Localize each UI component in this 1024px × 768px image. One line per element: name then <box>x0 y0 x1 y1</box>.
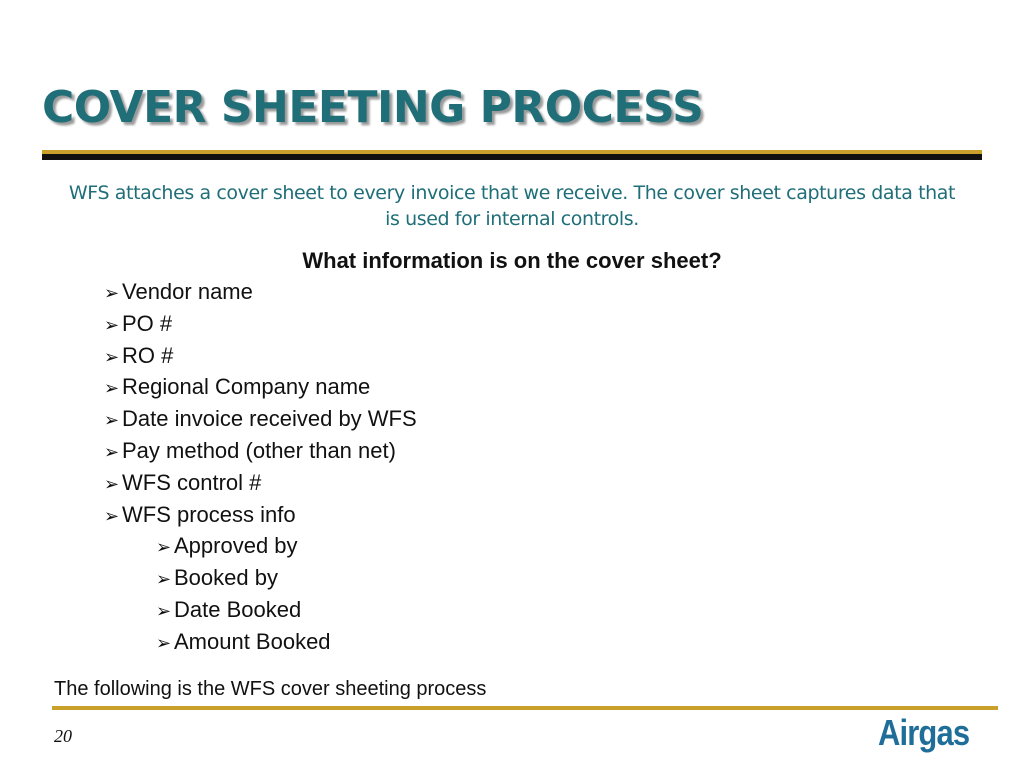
list-item: ➢ Date invoice received by WFS <box>104 404 417 436</box>
intro-text: WFS attaches a cover sheet to every invoice that we receive. The cover sheet captures data that is used for internal controls. <box>68 182 956 230</box>
title-divider <box>42 150 982 160</box>
list-item: ➢ WFS control # <box>104 468 417 500</box>
arrow-bullet-icon: ➢ <box>104 346 120 367</box>
sub-list-item: ➢ Amount Booked <box>104 627 417 659</box>
title-divider-black <box>42 154 982 160</box>
list-item: ➢ Vendor name <box>104 277 417 309</box>
page-number: 20 <box>54 726 72 746</box>
question-heading: What information is on the cover sheet? <box>302 248 722 273</box>
sub-list-item: ➢ Booked by <box>104 563 417 595</box>
arrow-bullet-icon: ➢ <box>156 569 172 590</box>
arrow-bullet-icon: ➢ <box>104 441 120 462</box>
arrow-bullet-icon: ➢ <box>104 410 120 431</box>
airgas-logo: Airgas <box>878 712 970 753</box>
arrow-bullet-icon: ➢ <box>104 378 120 399</box>
cover-sheet-fields-list <box>104 277 417 659</box>
sub-list-item: ➢ Approved by <box>104 531 417 563</box>
arrow-bullet-icon: ➢ <box>156 600 172 621</box>
arrow-bullet-icon: ➢ <box>104 473 120 494</box>
arrow-bullet-icon: ➢ <box>156 632 172 653</box>
slide-title: COVER SHEETING PROCESS <box>42 82 704 133</box>
arrow-bullet-icon: ➢ <box>104 505 120 526</box>
sub-list-item: ➢ Date Booked <box>104 595 417 627</box>
arrow-bullet-icon: ➢ <box>156 537 172 558</box>
list-item: ➢ RO # <box>104 341 417 373</box>
footer-divider <box>52 706 998 710</box>
list-item: ➢ WFS process info <box>104 500 417 532</box>
list-item: ➢ Pay method (other than net) <box>104 436 417 468</box>
process-intro-text: The following is the WFS cover sheeting process <box>54 678 487 700</box>
arrow-bullet-icon: ➢ <box>104 314 120 335</box>
list-item: ➢ Regional Company name <box>104 372 417 404</box>
arrow-bullet-icon: ➢ <box>104 283 120 303</box>
list-item: ➢ PO # <box>104 309 417 341</box>
